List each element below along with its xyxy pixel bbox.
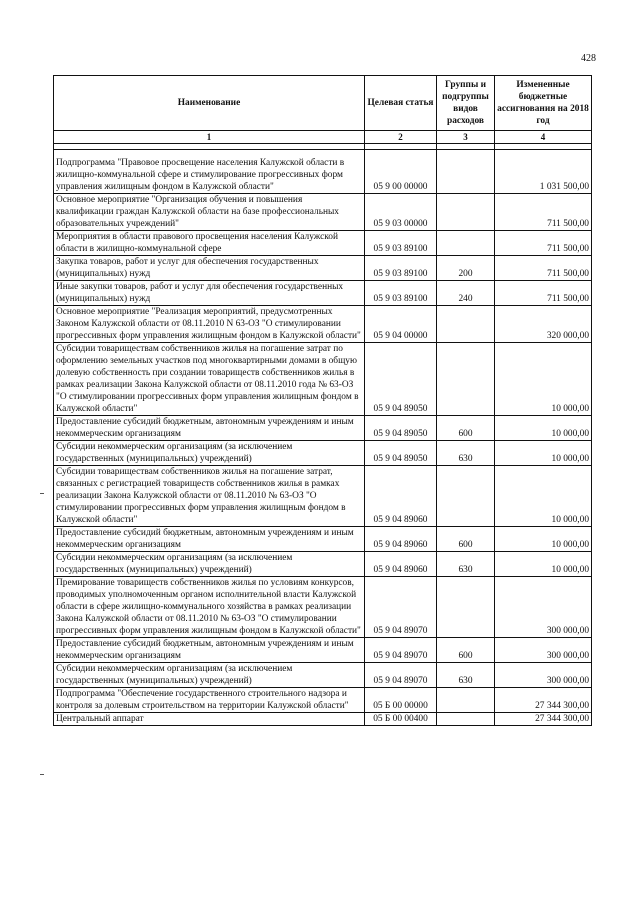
column-number-1: 1 xyxy=(54,131,365,144)
table-row xyxy=(54,466,592,527)
row-name: Субсидии некоммерческим организациям (за исключением государственных (муниципальных) учреждений) xyxy=(54,552,365,577)
row-expense-group xyxy=(437,306,495,343)
row-expense-group: 600 xyxy=(437,416,495,441)
row-expense-group xyxy=(437,577,495,638)
row-expense-group xyxy=(437,150,495,194)
row-expense-group: 630 xyxy=(437,663,495,688)
header-amount: Измененные бюджетные ассигнования на 2018 год xyxy=(495,76,592,131)
row-expense-group: 240 xyxy=(437,281,495,306)
row-amount: 711 500,00 xyxy=(495,231,592,256)
row-name: Субсидии товариществам собственников жилья на погашение затрат, связанных с регистрацией товариществ собственников жилья в рамках реализации Закона Калужской области от 08.11.2010 № 63-ОЗ "О стимулировании прогрессивных форм управления жилищным фондом в Калужской области" xyxy=(54,466,365,527)
row-name: Предоставление субсидий бюджетным, автономным учреждениям и иным некоммерческим организациям xyxy=(54,638,365,663)
table-row xyxy=(54,306,592,343)
row-amount: 300 000,00 xyxy=(495,577,592,638)
row-name: Основное мероприятие "Организация обучения и повышения квалификации граждан Калужской области на базе профессиональных образовательных учреждений" xyxy=(54,194,365,231)
row-target-code: 05 9 03 89100 xyxy=(365,256,437,281)
header-target: Целевая статья xyxy=(365,76,437,131)
row-expense-group: 600 xyxy=(437,527,495,552)
row-amount: 711 500,00 xyxy=(495,256,592,281)
row-name: Субсидии товариществам собственников жилья на погашение затрат по оформлению земельных участков под многоквартирными домами в общую долевую собственность при создании товариществ собственников жилья в рамках реализации Закона Калужской области от 08.11.2010 года № 63-ОЗ "О стимулировании прогрессивных форм управления жилищным фондом в Калужской области" xyxy=(54,343,365,416)
row-amount: 10 000,00 xyxy=(495,527,592,552)
page-number: 428 xyxy=(581,53,596,64)
table-body xyxy=(54,150,592,726)
row-name: Подпрограмма "Правовое просвещение населения Калужской области в жилищно-коммунальной сфере и стимулирование прогрессивных форм управления жилищным фондом в Калужской области" xyxy=(54,150,365,194)
margin-mark xyxy=(40,774,44,775)
row-target-code: 05 9 03 89100 xyxy=(365,231,437,256)
row-expense-group: 600 xyxy=(437,638,495,663)
row-expense-group xyxy=(437,231,495,256)
row-target-code: 05 9 04 89070 xyxy=(365,638,437,663)
row-target-code: 05 Б 00 00000 xyxy=(365,688,437,713)
row-target-code: 05 9 04 89060 xyxy=(365,552,437,577)
row-expense-group xyxy=(437,466,495,527)
row-amount: 300 000,00 xyxy=(495,663,592,688)
row-name: Закупка товаров, работ и услуг для обеспечения государственных (муниципальных) нужд xyxy=(54,256,365,281)
row-amount: 711 500,00 xyxy=(495,194,592,231)
row-target-code: 05 9 04 89060 xyxy=(365,527,437,552)
row-expense-group: 630 xyxy=(437,552,495,577)
row-name: Основное мероприятие "Реализация мероприятий, предусмотренных Законом Калужской области от 08.11.2010 N 63-ОЗ "О стимулировании прогрессивных форм управления жилищным фондом в Калужской области" xyxy=(54,306,365,343)
table-row xyxy=(54,638,592,663)
column-number-3: 3 xyxy=(437,131,495,144)
row-amount: 711 500,00 xyxy=(495,281,592,306)
table-row xyxy=(54,231,592,256)
table-row xyxy=(54,688,592,713)
row-expense-group: 630 xyxy=(437,441,495,466)
row-amount: 10 000,00 xyxy=(495,441,592,466)
table-row xyxy=(54,150,592,194)
table-row xyxy=(54,416,592,441)
table-row xyxy=(54,552,592,577)
table-row xyxy=(54,577,592,638)
row-amount: 10 000,00 xyxy=(495,416,592,441)
row-name: Премирование товариществ собственников жилья по условиям конкурсов, проводимых уполномоченным органом исполнительной власти Калужской области в сфере жилищно-коммунального хозяйства в рамках реализации Закона Калужской области от 08.11.2010 № 63-ОЗ "О стимулировании прогрессивных форм управления жилищным фондом в Калужской области" xyxy=(54,577,365,638)
row-expense-group xyxy=(437,194,495,231)
table-row xyxy=(54,441,592,466)
table-row xyxy=(54,194,592,231)
margin-mark xyxy=(40,493,44,494)
table-row xyxy=(54,256,592,281)
row-amount: 10 000,00 xyxy=(495,343,592,416)
table-row xyxy=(54,713,592,726)
table-row xyxy=(54,343,592,416)
row-amount: 27 344 300,00 xyxy=(495,713,592,726)
table-row xyxy=(54,663,592,688)
row-target-code: 05 9 03 00000 xyxy=(365,194,437,231)
header-groups: Группы и подгруппы видов расходов xyxy=(437,76,495,131)
row-name: Предоставление субсидий бюджетным, автономным учреждениям и иным некоммерческим организациям xyxy=(54,527,365,552)
row-target-code: 05 9 04 00000 xyxy=(365,306,437,343)
row-name: Центральный аппарат xyxy=(54,713,365,726)
row-target-code: 05 9 04 89050 xyxy=(365,441,437,466)
table-row xyxy=(54,527,592,552)
table-row xyxy=(54,281,592,306)
row-amount: 10 000,00 xyxy=(495,552,592,577)
row-expense-group xyxy=(437,688,495,713)
row-expense-group xyxy=(437,343,495,416)
row-name: Подпрограмма "Обеспечение государственного строительного надзора и контроля за долевым строительством на территории Калужской области" xyxy=(54,688,365,713)
row-expense-group xyxy=(437,713,495,726)
row-name: Предоставление субсидий бюджетным, автономным учреждениям и иным некоммерческим организациям xyxy=(54,416,365,441)
row-expense-group: 200 xyxy=(437,256,495,281)
row-target-code: 05 9 04 89070 xyxy=(365,577,437,638)
row-target-code: 05 9 03 89100 xyxy=(365,281,437,306)
row-name: Субсидии некоммерческим организациям (за исключением государственных (муниципальных) учреждений) xyxy=(54,663,365,688)
row-target-code: 05 9 04 89050 xyxy=(365,343,437,416)
row-name: Субсидии некоммерческим организациям (за исключением государственных (муниципальных) учреждений) xyxy=(54,441,365,466)
row-amount: 27 344 300,00 xyxy=(495,688,592,713)
row-amount: 10 000,00 xyxy=(495,466,592,527)
row-target-code: 05 9 04 89060 xyxy=(365,466,437,527)
column-number-4: 4 xyxy=(495,131,592,144)
column-number-2: 2 xyxy=(365,131,437,144)
row-amount: 300 000,00 xyxy=(495,638,592,663)
row-target-code: 05 9 04 89050 xyxy=(365,416,437,441)
row-amount: 320 000,00 xyxy=(495,306,592,343)
row-target-code: 05 Б 00 00400 xyxy=(365,713,437,726)
row-name: Мероприятия в области правового просвещения населения Калужской области в жилищно-коммунальной сфере xyxy=(54,231,365,256)
row-name: Иные закупки товаров, работ и услуг для обеспечения государственных (муниципальных) нужд xyxy=(54,281,365,306)
row-target-code: 05 9 00 00000 xyxy=(365,150,437,194)
budget-table xyxy=(53,75,592,726)
row-target-code: 05 9 04 89070 xyxy=(365,663,437,688)
row-amount: 1 031 500,00 xyxy=(495,150,592,194)
header-name: Наименование xyxy=(54,76,365,131)
